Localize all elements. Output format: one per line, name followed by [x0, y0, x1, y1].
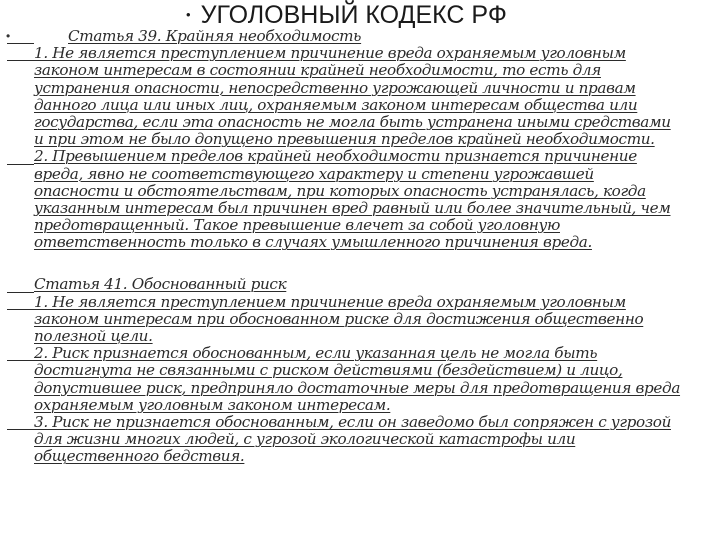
article-41-p1-line: законом интересам при обоснованном риске для достижения общественно — [34, 309, 644, 328]
article-41-p1-line: полезной цели. — [34, 327, 153, 345]
article-39-p2-line: ответственность только в случаях умышленного причинения вреда. — [34, 233, 592, 252]
article-39-p2-line: предотвращенный. Такое превышение влечет за собой уголовную — [34, 216, 560, 235]
article-41-p3-line: для жизни многих людей, с угрозой экологической катастрофы или — [34, 430, 576, 449]
article-39-p1-line: и при этом не было допущено превышения пределов крайней необходимости. — [34, 130, 655, 149]
article-41-p2-line: достигнута не связанными с риском действиями (бездействием) и лицо, — [34, 361, 623, 380]
slide-title — [186, 0, 507, 30]
article-39-p1-line: устранения опасности, непосредственно угрожающей личности и правам — [34, 78, 636, 97]
article-41-p2-line: допустившее риск, предприняло достаточные меры для предотвращения вреда — [34, 378, 681, 397]
article-39-p1-line: государства, если эта опасность не могла быть устранена иными средствами — [34, 112, 671, 131]
article-41-p1-line: 1. Не является преступлением причинение вреда охраняемым уголовным — [34, 294, 720, 311]
article-41-p3-line: 3. Риск не признается обоснованным, если он заведомо был сопряжен с угрозой — [34, 414, 720, 431]
article-41-p2-line: охраняемым уголовным законом интересам. — [34, 395, 391, 414]
article-39-p2-line: вреда, явно не соответствующего характеру и степени угрожавшей — [34, 164, 594, 183]
article-41-p3-line: общественного бедствия. — [34, 447, 245, 466]
article-39-p1-line: законом интересам в состоянии крайней необходимости, то есть для — [34, 61, 601, 80]
article-39-p2-line: 2. Превышением пределов крайней необходимости признается причинение — [34, 148, 720, 165]
article-39-p1-line: 1. Не является преступлением причинение вреда охраняемым уголовным — [34, 45, 720, 62]
slide-title-text: УГОЛОВНЫЙ КОДЕКС РФ — [200, 0, 507, 29]
body-text — [34, 28, 720, 466]
article-39-p1-line: данного лица или иных лиц, охраняемым законом интересам общества или — [34, 95, 638, 114]
title-bullet: • — [186, 6, 191, 22]
article-39-p2-line: указанным интересам был причинен вред равный или более значительный, чем — [34, 198, 671, 217]
article-41-p2-line: 2. Риск признается обоснованным, если указанная цель не могла быть — [34, 345, 720, 362]
article-41-heading: Статья 41. Обоснованный риск — [34, 276, 720, 293]
paragraph-gap — [34, 251, 720, 276]
side-bullet: • — [6, 29, 11, 43]
article-39-p2-line: опасности и обстоятельствам, при которых опасность устранялась, когда — [34, 181, 646, 200]
article-39-heading: Статья 39. Крайняя необходимость — [34, 28, 720, 45]
